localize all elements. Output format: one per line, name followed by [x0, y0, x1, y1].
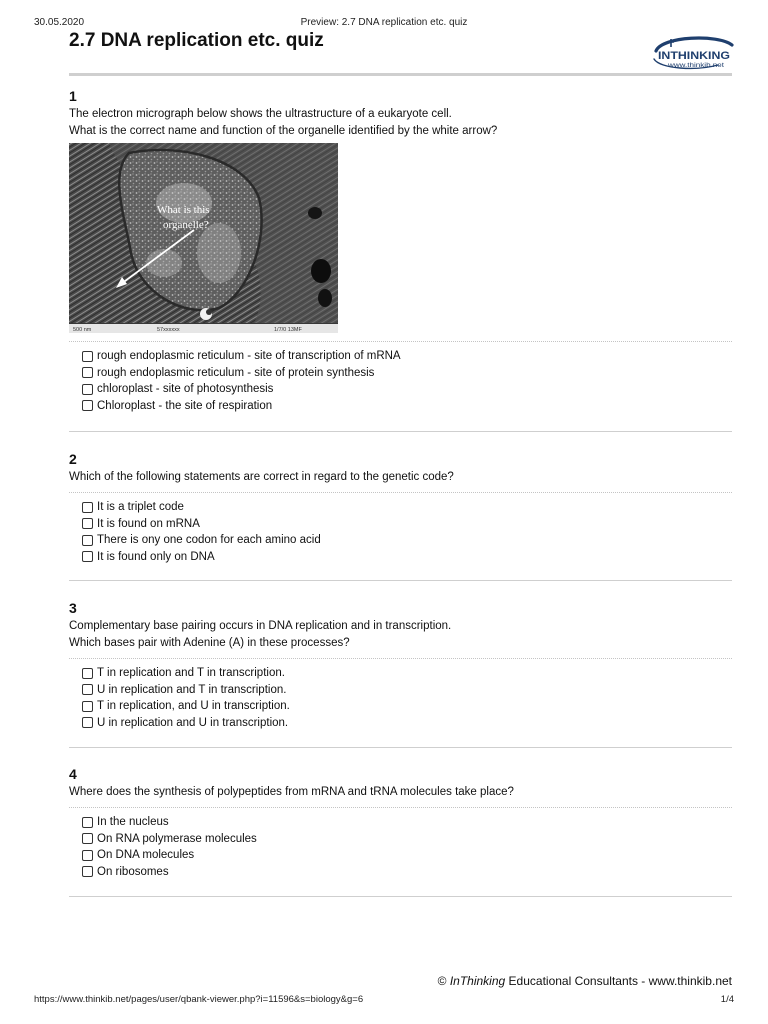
- micrograph-scale-label: 57xxxxxx: [157, 327, 180, 333]
- answer-option-label: It is a triplet code: [97, 501, 184, 514]
- answer-option-label: There is ony one codon for each amino acid: [97, 534, 321, 547]
- page-title: 2.7 DNA replication etc. quiz: [69, 30, 324, 51]
- checkbox[interactable]: [82, 850, 93, 861]
- answer-option[interactable]: [82, 715, 732, 732]
- page-number: 1/4: [720, 994, 734, 1005]
- question-separator: [69, 896, 732, 897]
- question-separator: [69, 580, 732, 581]
- checkbox[interactable]: [82, 817, 93, 828]
- micrograph-annotation-line2: organelle?: [163, 219, 209, 231]
- checkbox[interactable]: [82, 717, 93, 728]
- logo-url: www.thinkib.net: [666, 63, 725, 69]
- checkbox[interactable]: [82, 668, 93, 679]
- checkbox[interactable]: [82, 551, 93, 562]
- question-1: [69, 88, 732, 414]
- answer-option[interactable]: [82, 814, 732, 831]
- answer-option-label: In the nucleus: [97, 816, 169, 829]
- answer-option[interactable]: [82, 831, 732, 848]
- answer-option-label: On RNA polymerase molecules: [97, 832, 257, 845]
- checkbox[interactable]: [82, 518, 93, 529]
- checkbox[interactable]: [82, 351, 93, 362]
- question-separator: [69, 431, 732, 432]
- answer-option-label: rough endoplasmic reticulum - site of protein synthesis: [97, 366, 375, 379]
- answer-options: [82, 499, 732, 565]
- answer-option-label: It is found on mRNA: [97, 517, 200, 530]
- question-3: [69, 600, 732, 731]
- print-title: Preview: 2.7 DNA replication etc. quiz: [300, 17, 468, 28]
- answer-option[interactable]: [82, 549, 732, 566]
- checkbox[interactable]: [82, 684, 93, 695]
- question-2: [69, 451, 732, 565]
- answer-option-label: On DNA molecules: [97, 849, 195, 862]
- question-text-line: The electron micrograph below shows the ultrastructure of a eukaryote cell.: [69, 108, 452, 120]
- micrograph-scale-label: 1/7/0 13MF: [274, 327, 302, 333]
- electron-micrograph-image: [69, 143, 338, 333]
- copyright-footer: [438, 974, 732, 988]
- checkbox[interactable]: [82, 833, 93, 844]
- question-number: 2: [69, 451, 77, 467]
- checkbox[interactable]: [82, 384, 93, 395]
- answer-option-label: T in replication and T in transcription.: [97, 667, 285, 680]
- print-date: 30.05.2020: [34, 17, 85, 28]
- answer-option[interactable]: [82, 847, 732, 864]
- answer-options: [82, 348, 732, 414]
- answer-option[interactable]: [82, 499, 732, 516]
- dotted-divider: [69, 658, 732, 659]
- answer-option[interactable]: [82, 348, 732, 365]
- footer-text: Educational Consultants - www.thinkib.net: [508, 974, 732, 988]
- question-number: 4: [69, 766, 77, 782]
- print-header: [34, 17, 734, 31]
- answer-option-label: rough endoplasmic reticulum - site of transcription of mRNA: [97, 350, 401, 363]
- answer-option[interactable]: [82, 381, 732, 398]
- micrograph-annotation-line1: What is this: [157, 204, 210, 216]
- answer-option[interactable]: [82, 864, 732, 881]
- header-divider: [69, 73, 732, 76]
- question-text-line: What is the correct name and function of the organelle identified by the white arrow?: [69, 125, 498, 137]
- answer-option[interactable]: [82, 665, 732, 682]
- question-separator: [69, 747, 732, 748]
- checkbox[interactable]: [82, 400, 93, 411]
- answer-option-label: It is found only on DNA: [97, 550, 215, 563]
- inthinking-logo: [648, 33, 734, 73]
- answer-option-label: U in replication and U in transcription.: [97, 716, 289, 729]
- print-footer: [34, 994, 734, 1008]
- question-text-line: Which bases pair with Adenine (A) in these processes?: [69, 637, 350, 649]
- micrograph-scale-label: 500 nm: [73, 327, 92, 333]
- checkbox[interactable]: [82, 367, 93, 378]
- answer-option-label: T in replication, and U in transcription.: [97, 700, 290, 713]
- dotted-divider: [69, 492, 732, 493]
- answer-option-label: On ribosomes: [97, 865, 169, 878]
- answer-option[interactable]: [82, 532, 732, 549]
- answer-options: [82, 665, 732, 731]
- answer-option-label: chloroplast - site of photosynthesis: [97, 383, 274, 396]
- question-text-line: Complementary base pairing occurs in DNA replication and in transcription.: [69, 620, 452, 632]
- answer-option-label: Chloroplast - the site of respiration: [97, 399, 273, 412]
- checkbox[interactable]: [82, 502, 93, 513]
- dotted-divider: [69, 807, 732, 808]
- logo-brand: INTHINKING: [658, 50, 730, 62]
- print-url: https://www.thinkib.net/pages/user/qbank-viewer.php?i=11596&s=biology&g=6: [34, 994, 364, 1005]
- answer-option[interactable]: [82, 516, 732, 533]
- checkbox[interactable]: [82, 701, 93, 712]
- question-text-line: Where does the synthesis of polypeptides from mRNA and tRNA molecules take place?: [69, 786, 514, 798]
- answer-option[interactable]: [82, 365, 732, 382]
- checkbox[interactable]: [82, 866, 93, 877]
- question-4: [69, 766, 732, 880]
- answer-options: [82, 814, 732, 880]
- answer-option-label: U in replication and T in transcription.: [97, 683, 287, 696]
- footer-brand: InThinking: [449, 974, 506, 988]
- checkbox[interactable]: [82, 535, 93, 546]
- answer-option[interactable]: [82, 398, 732, 415]
- question-number: 3: [69, 600, 77, 616]
- copyright-symbol: ©: [437, 974, 447, 988]
- question-text-line: Which of the following statements are correct in regard to the genetic code?: [69, 471, 454, 483]
- question-number: 1: [69, 88, 77, 104]
- answer-option[interactable]: [82, 698, 732, 715]
- dotted-divider: [69, 341, 732, 342]
- answer-option[interactable]: [82, 682, 732, 699]
